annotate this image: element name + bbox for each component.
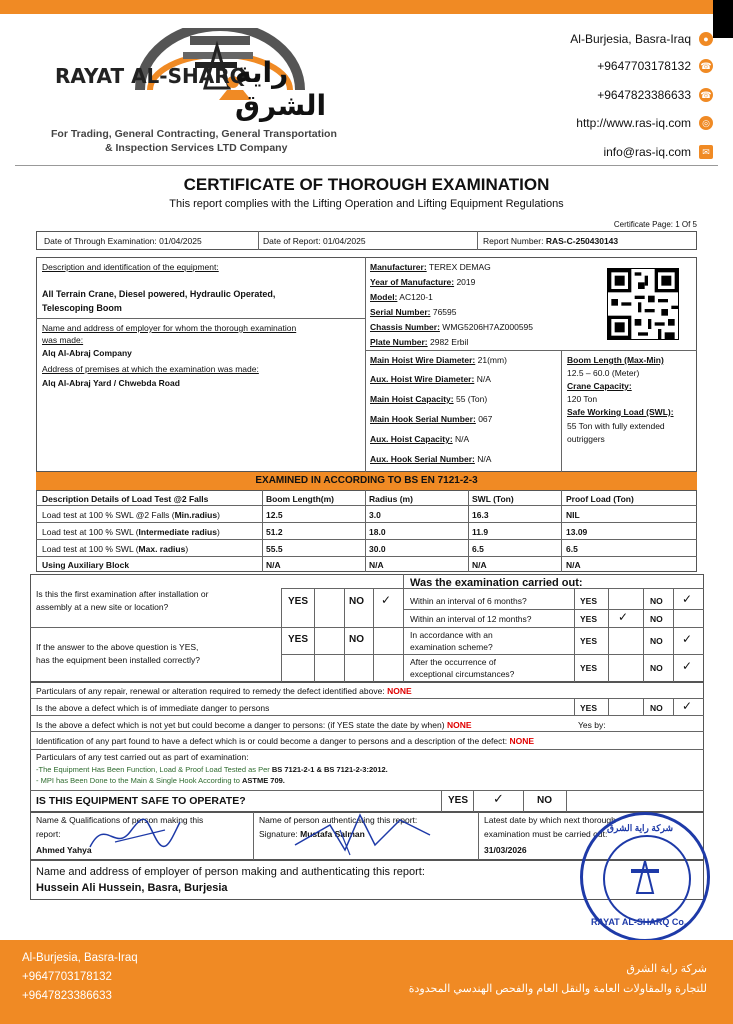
next-exam-label-1: Latest date by which next thorough [484, 815, 616, 825]
question-1a: Is this the first examination after installation or [36, 589, 209, 599]
test-detail-1: -The Equipment Has Been Function, Load & Proof Load Tested as Per BS 7121-2-1 & BS 7121-2-3:2012. [36, 765, 388, 774]
auth-signature: Signature: Mustafa Salman [259, 829, 365, 839]
swl-label: Safe Working Load (SWL): [567, 407, 674, 417]
chassis-number: Chassis Number: WMG5206H7AZ000595 [370, 322, 534, 332]
table-row: Load test at 100 % SWL (Intermediate radius) [42, 527, 220, 537]
main-hoist-capacity: Main Hoist Capacity: 55 (Ton) [370, 394, 488, 404]
footer-company-ar: شركة راية الشرق [626, 963, 707, 975]
c4-no[interactable]: NO [650, 663, 663, 673]
c2-yes-check[interactable]: ✓ [618, 610, 629, 624]
desc-value-2: Telescoping Boom [42, 303, 122, 313]
top-black-strip [713, 0, 733, 38]
q1-yes[interactable]: YES [288, 596, 309, 607]
desc-value-1: All Terrain Crane, Diesel powered, Hydraulic Operated, [42, 289, 276, 299]
table-cell: 55.5 [266, 544, 283, 554]
employer-label-2: was made: [42, 335, 84, 345]
qr-code[interactable] [607, 268, 679, 340]
c3-no[interactable]: NO [650, 636, 663, 646]
mail-icon: ✉ [699, 145, 713, 159]
maker-label-1: Name & Qualifications of person making this [36, 815, 204, 825]
table-cell: 6.5 [472, 544, 484, 554]
repair-question: Particulars of any repair, renewal or alteration required to remedy the defect identified above: NONE [36, 686, 412, 696]
table-cell: 11.9 [472, 527, 489, 537]
swl-value-1: 55 Ton with fully extended [567, 421, 665, 431]
date-of-report: Date of Report: 01/04/2025 [263, 236, 366, 246]
table-row: Using Auxiliary Block [42, 560, 130, 570]
stamp-derrick-icon [625, 857, 665, 897]
table-cell: N/A [472, 560, 487, 570]
maker-signature [85, 812, 185, 857]
defects-section [30, 682, 704, 812]
aux-hook-serial: Aux. Hook Serial Number: N/A [370, 454, 492, 464]
company-logo [45, 28, 375, 154]
top-orange-strip [0, 0, 713, 14]
table-cell: 16.3 [472, 510, 489, 520]
table-cell: N/A [566, 560, 581, 570]
employer-label-1: Name and address of employer for whom the thorough examination [42, 323, 297, 333]
q2-yes[interactable]: YES [288, 634, 309, 645]
table-cell: NIL [566, 510, 580, 520]
year-of-manufacture: Year of Manufacture: 2019 [370, 277, 476, 287]
next-exam-date: 31/03/2026 [484, 845, 527, 855]
boom-length-label: Boom Length (Max-Min) [567, 355, 664, 365]
carried-6-months: Within an interval of 6 months? [410, 596, 527, 606]
question-2b: has the equipment been installed correctly? [36, 655, 200, 665]
q1-no-check[interactable]: ✓ [381, 593, 392, 607]
crane-capacity-value: 120 Ton [567, 394, 598, 404]
table-cell: 18.0 [369, 527, 386, 537]
identification-question: Identification of any part found to have a defect which is or could become a danger to persons and a description of the defect: NONE [36, 736, 535, 746]
employer-auth-label: Name and address of employer of person making and authenticating this report: [36, 866, 425, 878]
question-1b: assembly at a new site or location? [36, 602, 169, 612]
table-cell: 3.0 [369, 510, 381, 520]
top-bar [0, 0, 733, 14]
c4-no-check[interactable]: ✓ [682, 659, 693, 673]
footer [0, 940, 733, 1024]
footer-description-ar: للتجارة والمقاولات العامة والنقل العام والفحص الهندسي المحدودة [408, 983, 707, 995]
header-separator [15, 165, 718, 166]
model: Model: AC120-1 [370, 292, 433, 302]
tagline-2: & Inspection Services LTD Company [105, 142, 288, 154]
table-cell: 12.5 [266, 510, 283, 520]
carried-exceptional-b: exceptional circumstances? [410, 669, 515, 679]
serial-number: Serial Number: 76595 [370, 307, 457, 317]
future-danger-question: Is the above a defect which is not yet but could become a danger to persons: (if YES state the date by when) NONE [36, 720, 472, 730]
main-hoist-wire: Main Hoist Wire Diameter: 21(mm) [370, 355, 507, 365]
c1-no-check[interactable]: ✓ [682, 592, 693, 606]
carried-scheme-b: examination scheme? [410, 642, 493, 652]
logo-text-ar: راية الشرق [235, 56, 327, 122]
c1-yes[interactable]: YES [580, 596, 598, 606]
table-cell: 51.2 [266, 527, 283, 537]
test-detail-2: - MPI has Been Done to the Main & Single Hook According to ASTME 709. [36, 776, 285, 785]
swl-value-2: outriggers [567, 434, 605, 444]
manufacturer: Manufacturer: TEREX DEMAG [370, 262, 491, 272]
safe-to-operate-question: IS THIS EQUIPMENT SAFE TO OPERATE? [36, 795, 246, 807]
logo-text-en: RAYAT AL-SHARQ [55, 64, 247, 88]
yes-by-label: Yes by: [578, 720, 606, 730]
lt-header-boom: Boom Length(m) [266, 494, 334, 504]
aux-hoist-capacity: Aux. Hoist Capacity: N/A [370, 434, 470, 444]
company-stamp: شركة راية الشرق RAYAT AL-SHARQ Co. [580, 812, 710, 942]
maker-label-2: report: [36, 829, 61, 839]
carried-12-months: Within an interval of 12 months? [410, 614, 532, 624]
carried-out-title: Was the examination carried out: [410, 577, 583, 589]
tagline-1: For Trading, General Contracting, General Transportation [51, 128, 337, 140]
footer-phone-1: +9647703178132 [22, 971, 112, 983]
main-hook-serial: Main Hook Serial Number: 067 [370, 414, 493, 424]
next-exam-label-2: examination must be carried out: [484, 829, 608, 839]
table-cell: N/A [369, 560, 384, 570]
q1-no[interactable]: NO [349, 596, 364, 607]
contact-web[interactable]: http://www.ras-iq.com ◎ [576, 116, 713, 130]
phone-icon: ☎ [699, 59, 713, 73]
safe-yes-check[interactable]: ✓ [493, 791, 504, 806]
table-cell: 13.09 [566, 527, 588, 537]
footer-address: Al-Burjesia, Basra-Iraq [22, 952, 138, 964]
premises-value: Alq Al-Abraj Yard / Chwebda Road [42, 378, 180, 388]
safe-yes[interactable]: YES [448, 795, 469, 806]
lt-header-swl: SWL (Ton) [472, 494, 514, 504]
table-cell: 6.5 [566, 544, 578, 554]
premises-label: Address of premises at which the examination was made: [42, 364, 259, 374]
desc-label: Description and identification of the equipment: [42, 262, 219, 272]
table-row: Load test at 100 % SWL @2 Falls (Min.radius) [42, 510, 220, 520]
document-subtitle: This report complies with the Lifting Operation and Lifting Equipment Regulations [169, 198, 564, 210]
footer-phone-2: +9647823386633 [22, 990, 112, 1002]
immediate-danger-question: Is the above a defect which is of immediate danger to persons [36, 703, 270, 713]
safe-no[interactable]: NO [537, 795, 552, 806]
location-icon: ● [699, 32, 713, 46]
table-cell: 30.0 [369, 544, 386, 554]
auth-signature-scrawl [290, 805, 440, 860]
auth-label: Name of person authenticating this report: [259, 815, 418, 825]
tests-label: Particulars of any test carried out as part of examination: [36, 752, 249, 762]
certificate-page: Certificate Page: 1 Of 5 [613, 220, 697, 229]
employer-auth-value: Hussein Ali Hussein, Basra, Burjesia [36, 882, 228, 894]
table-cell: N/A [266, 560, 281, 570]
c2-no[interactable]: NO [650, 614, 663, 624]
lt-header-proof: Proof Load (Ton) [566, 494, 634, 504]
aux-hoist-wire: Aux. Hoist Wire Diameter: N/A [370, 374, 491, 384]
phone-icon: ☎ [699, 88, 713, 102]
web-icon: ◎ [699, 116, 713, 130]
maker-name: Ahmed Yahya [36, 845, 92, 855]
q2-no[interactable]: NO [349, 634, 364, 645]
plate-number: Plate Number: 2982 Erbil [370, 337, 469, 347]
c3-no-check[interactable]: ✓ [682, 632, 693, 646]
qr-code-graphic [608, 269, 678, 339]
c2-yes[interactable]: YES [580, 614, 598, 624]
immediate-no[interactable]: NO [650, 703, 663, 713]
carried-exceptional-a: After the occurrence of [410, 657, 496, 667]
c3-yes[interactable]: YES [580, 636, 598, 646]
question-2a: If the answer to the above question is YES, [36, 642, 199, 652]
contact-phone-2: +9647823386633 ☎ [597, 88, 712, 102]
c1-no[interactable]: NO [650, 596, 663, 606]
standard-banner-text: EXAMINED IN ACCORDING TO BS EN 7121-2-3 [255, 475, 478, 486]
table-row: Load test at 100 % SWL (Max. radius) [42, 544, 189, 554]
immediate-yes[interactable]: YES [580, 703, 598, 713]
immediate-no-check[interactable]: ✓ [682, 699, 693, 713]
carried-scheme-a: In accordance with an [410, 630, 493, 640]
contact-email[interactable]: info@ras-iq.com ✉ [603, 145, 713, 159]
document-title: CERTIFICATE OF THOROUGH EXAMINATION [183, 175, 550, 194]
contact-phone-1: +9647703178132 ☎ [597, 59, 712, 73]
boom-length-value: 12.5 – 60.0 (Meter) [567, 368, 640, 378]
date-of-examination: Date of Through Examination: 01/04/2025 [44, 236, 202, 246]
lt-header-radius: Radius (m) [369, 494, 413, 504]
lt-header-desc: Description Details of Load Test @2 Falls [42, 494, 209, 504]
c4-yes[interactable]: YES [580, 663, 598, 673]
report-number: Report Number: RAS-C-250430143 [483, 236, 619, 246]
crane-capacity-label: Crane Capacity: [567, 381, 632, 391]
employer-value: Alq Al-Abraj Company [42, 348, 132, 358]
contact-address: Al-Burjesia, Basra-Iraq ● [570, 32, 713, 46]
